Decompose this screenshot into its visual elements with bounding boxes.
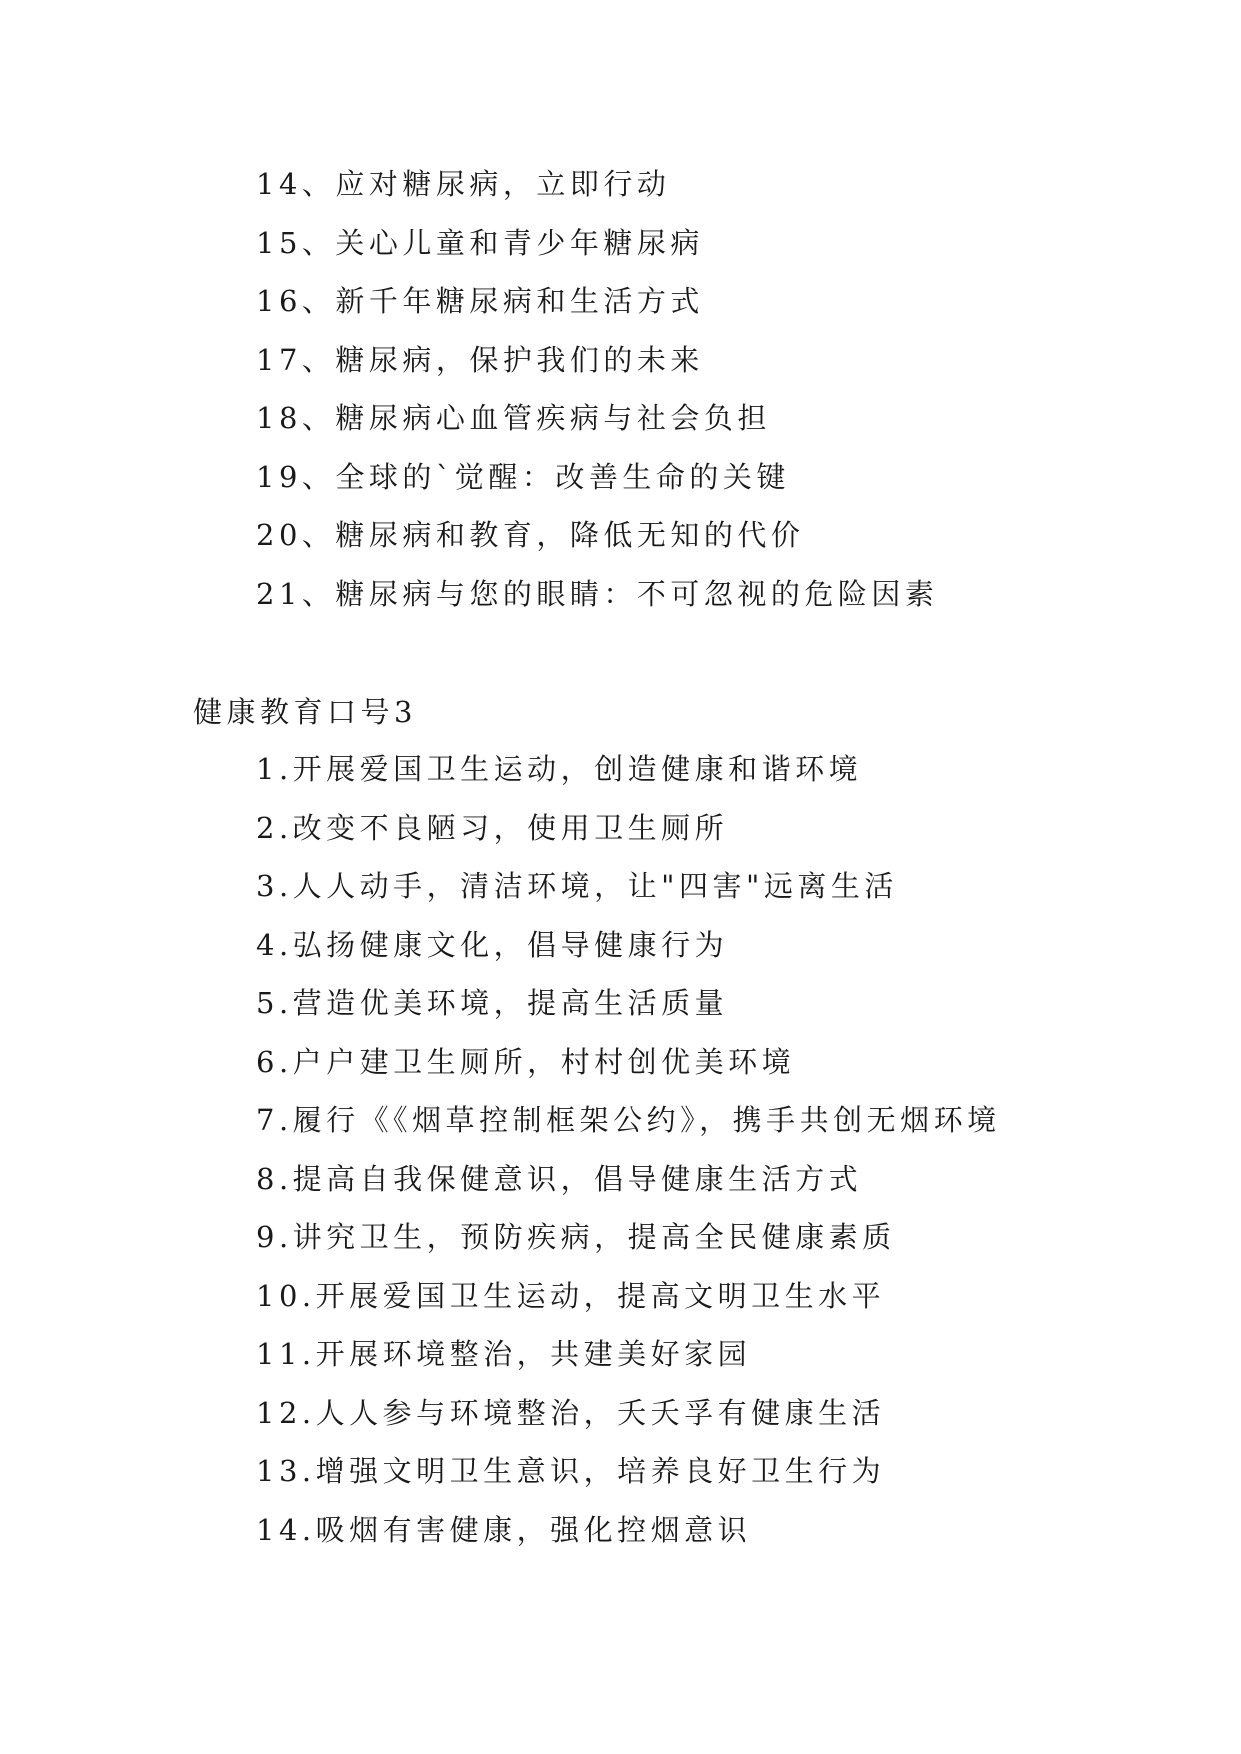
list-item: 12.人人参与环境整治，夭夭孚有健康生活 xyxy=(256,1395,886,1430)
list-item: 14、应对糖尿病，立即行动 xyxy=(256,167,671,201)
list-item: 1.开展爱国卫生运动，创造健康和谐环境 xyxy=(256,752,863,786)
section-heading: 健康教育口号3 xyxy=(193,695,417,729)
list-item: 16、新千年糖尿病和生活方式 xyxy=(256,284,704,318)
list-item: 4.弘扬健康文化，倡导健康行为 xyxy=(256,927,729,962)
slogan-list-health-education xyxy=(0,740,1241,1559)
list-item: 20、糖尿病和教育，降低无知的代价 xyxy=(256,518,805,552)
list-item: 6.户户建卫生厕所，村村创优美环境 xyxy=(256,1044,796,1079)
list-item: 8.提高自我保健意识，倡导健康生活方式 xyxy=(256,1161,863,1196)
list-item: 19、全球的`觉醒：改善生命的关键 xyxy=(256,459,790,494)
list-item: 3.人人动手，清洁环境，让"四害"远离生活 xyxy=(256,869,898,903)
list-item: 17、糖尿病，保护我们的未来 xyxy=(256,342,704,377)
list-item: 15、关心儿童和青少年糖尿病 xyxy=(256,225,704,260)
list-item: 18、糖尿病心血管疾病与社会负担 xyxy=(256,401,771,435)
list-item: 7.履行《《烟草控制框架公约》，携手共创无烟环境 xyxy=(256,1103,1001,1137)
list-item: 10.开展爱国卫生运动，提高文明卫生水平 xyxy=(256,1278,886,1313)
list-item: 2.改变不良陋习，使用卫生厕所 xyxy=(256,810,729,845)
list-item: 11.开展环境整治，共建美好家园 xyxy=(256,1337,752,1371)
list-item: 9.讲究卫生，预防疾病，提高全民健康素质 xyxy=(256,1220,896,1254)
slogan-list-diabetes xyxy=(0,155,1241,623)
list-item: 5.营造优美环境，提高生活质量 xyxy=(256,986,729,1020)
list-item: 14.吸烟有害健康，强化控烟意识 xyxy=(256,1512,752,1547)
list-item: 21、糖尿病与您的眼睛：不可忽视的危险因素 xyxy=(256,576,939,611)
list-item: 13.增强文明卫生意识，培养良好卫生行为 xyxy=(256,1454,886,1488)
